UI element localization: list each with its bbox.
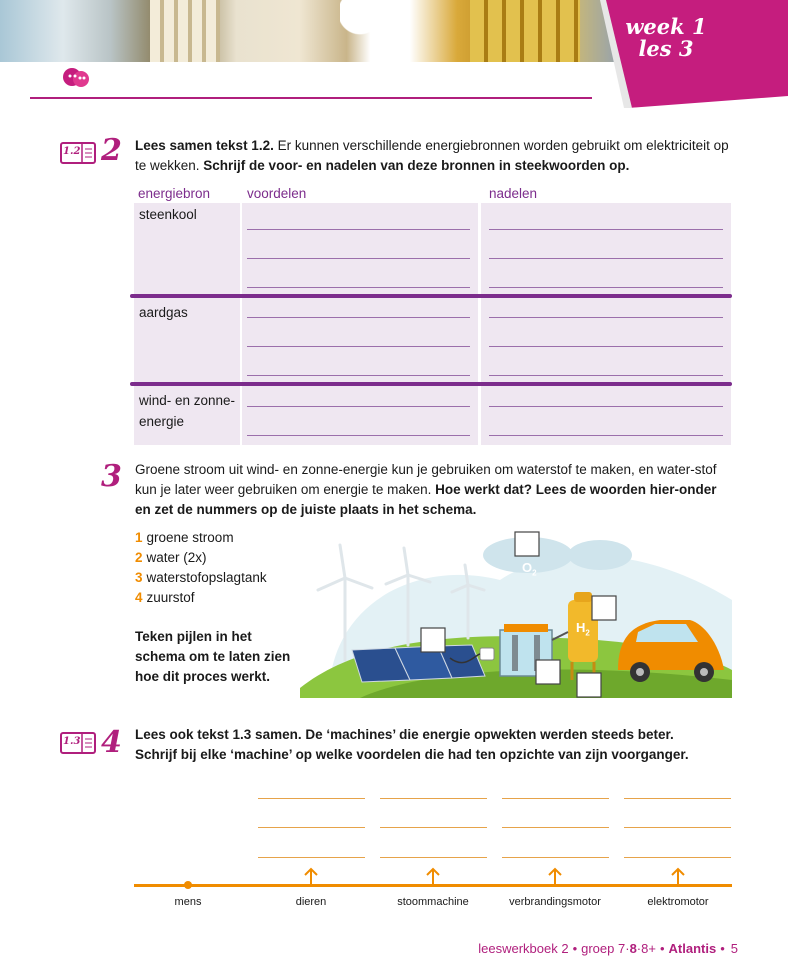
row-label-coal: steenkool — [139, 207, 197, 222]
text-reference-1-3: 1.3 — [63, 736, 81, 747]
timeline-label-combustion-engine: verbrandingsmotor — [509, 896, 601, 908]
write-line[interactable] — [247, 287, 470, 288]
write-line[interactable] — [489, 287, 723, 288]
oxygen-label: $O_2$ — [522, 560, 537, 578]
write-line[interactable] — [258, 827, 365, 828]
write-line[interactable] — [489, 346, 723, 347]
write-line[interactable] — [247, 406, 470, 407]
write-line[interactable] — [624, 827, 731, 828]
list-item: 4 zuurstof — [135, 590, 195, 605]
write-line[interactable] — [247, 229, 470, 230]
write-line[interactable] — [247, 346, 470, 347]
timeline-label-electric-motor: elektromotor — [647, 896, 709, 908]
ex2-read-text: Lees samen tekst 1.2. — [135, 138, 274, 153]
ex2-intro-text: Er kunnen verschillende energiebronnen worden gebruikt om elektriciteit op te wekken. — [135, 138, 729, 173]
week-lesson-label — [606, 16, 726, 60]
ex3-task-text: Hoe werkt dat? Lees de woorden hier-onder en zet de nummers op de juiste plaats in het schema. — [135, 482, 717, 517]
write-line[interactable] — [624, 857, 731, 858]
steam-cloud — [340, 0, 380, 62]
write-line[interactable] — [489, 375, 723, 376]
write-line[interactable] — [247, 317, 470, 318]
write-line[interactable] — [502, 857, 609, 858]
ex4-line-2: Schrijf bij elke ‘machine’ op welke voordelen die had ten opzichte van zijn voorganger. — [135, 747, 689, 762]
write-line[interactable] — [502, 798, 609, 799]
machinery-photo — [470, 0, 580, 62]
footer-group-mid: 8 — [629, 941, 637, 956]
write-line[interactable] — [502, 827, 609, 828]
write-line[interactable] — [380, 827, 487, 828]
write-line[interactable] — [380, 857, 487, 858]
exercise-number-4: 4 — [101, 725, 122, 760]
disadvantages-column-bg — [481, 203, 731, 445]
timeline-label-animals: dieren — [295, 896, 327, 908]
exercise-3-instruction — [135, 460, 725, 520]
timeline-label-steam-engine: stoommachine — [397, 896, 469, 908]
write-line[interactable] — [489, 435, 723, 436]
row-divider — [130, 294, 732, 298]
timeline-label-human: mens — [174, 896, 202, 908]
write-line[interactable] — [247, 435, 470, 436]
ex2-task-text: Schrijf de voor- en nadelen van deze bronnen in steekwoorden op. — [203, 158, 630, 173]
footer-group-prefix: groep 7 — [581, 941, 626, 956]
exercise-4-instruction — [135, 725, 735, 765]
column-header-disadvantages: nadelen — [489, 186, 538, 201]
column-header-advantages: voordelen — [247, 186, 307, 201]
spools-photo — [150, 0, 220, 62]
reading-pair-icon — [62, 66, 92, 90]
list-item: 1 groene stroom — [135, 530, 234, 545]
header-rule — [30, 97, 592, 99]
row-label-natural-gas: aardgas — [139, 305, 188, 320]
write-line[interactable] — [247, 258, 470, 259]
exercise-2-instruction — [135, 136, 735, 176]
write-line[interactable] — [489, 317, 723, 318]
list-item: 2 water (2x) — [135, 550, 207, 565]
ex4-line-1: Lees ook tekst 1.3 samen. De ‘machines’ die energie opwekten werden steeds beter. — [135, 727, 674, 742]
row-label-wind-solar: wind- en zonne-energie — [139, 393, 236, 429]
footer-group-suffix: 8+ — [641, 941, 656, 956]
write-line[interactable] — [489, 229, 723, 230]
week-label: week 1 — [625, 14, 707, 39]
ex3-intro-text: Groene stroom uit wind- en zonne-energie kun je gebruiken om waterstof te maken, en water-stof kun je later weer gebruiken om energie te maken. — [135, 462, 717, 497]
write-line[interactable] — [247, 375, 470, 376]
footer-book-title: leeswerkboek 2 — [478, 941, 569, 956]
write-line[interactable] — [489, 406, 723, 407]
page-number: 5 — [730, 941, 738, 956]
column-header-energy-source: energiebron — [138, 186, 211, 201]
write-line[interactable] — [258, 857, 365, 858]
exercise-number-2: 2 — [101, 133, 122, 168]
write-line[interactable] — [380, 798, 487, 799]
draw-arrows-instruction: Teken pijlen in het schema om te laten zien hoe dit proces werkt. — [135, 629, 291, 684]
row-divider — [130, 382, 732, 386]
hydrogen-scheme-illustration — [300, 520, 732, 698]
text-reference-1-2: 1.2 — [63, 146, 81, 157]
write-line[interactable] — [489, 258, 723, 259]
page-footer: leeswerkboek 2 • groep 7·8·8+ • Atlantis • 5 — [478, 941, 738, 956]
write-line[interactable] — [258, 798, 365, 799]
advantages-column-bg — [242, 203, 478, 445]
exercise-number-3: 3 — [101, 459, 122, 494]
list-item: 3 waterstofopslagtank — [135, 570, 267, 585]
hydrogen-label: $H_2$ — [576, 620, 590, 638]
footer-series: Atlantis — [668, 941, 717, 956]
word-list — [135, 528, 267, 608]
write-line[interactable] — [624, 798, 731, 799]
lesson-label: les 3 — [638, 36, 694, 61]
timeline-markers — [0, 864, 788, 898]
